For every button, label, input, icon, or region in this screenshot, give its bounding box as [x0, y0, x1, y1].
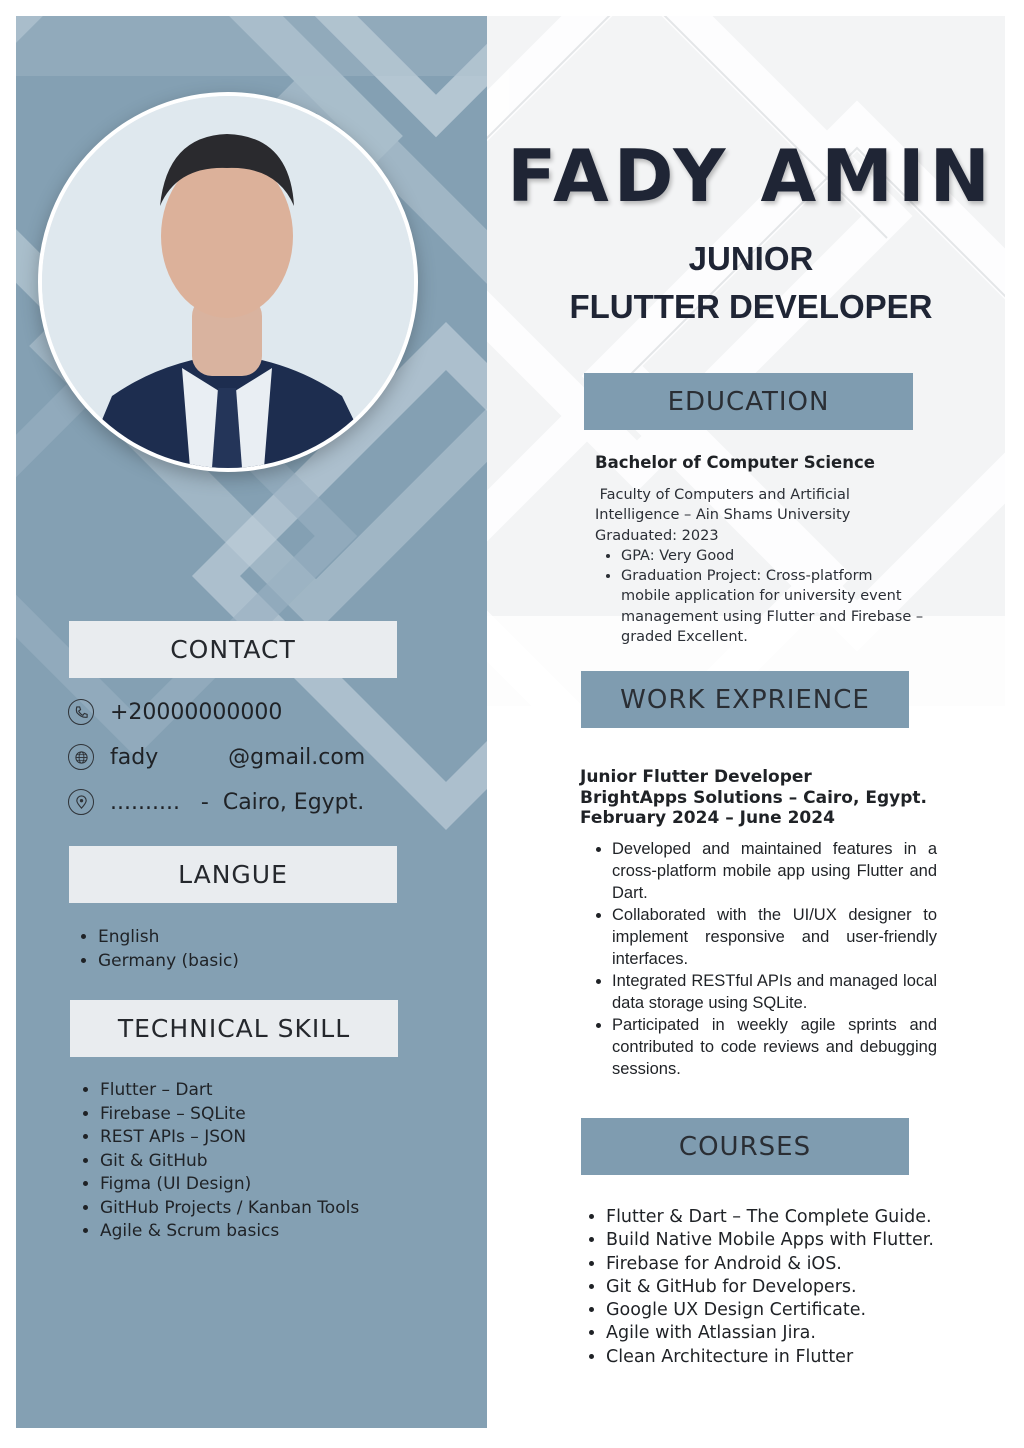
- education-heading: EDUCATION: [584, 373, 913, 430]
- list-item: • Figma (UI Design): [100, 1173, 359, 1197]
- list-item: • Graduation Project: Cross-platform mobile application for university event management using Flutter and Firebase – graded Excellent.: [621, 566, 925, 647]
- email-address[interactable]: fady @gmail.com: [110, 744, 366, 770]
- list-item: • English: [98, 926, 239, 950]
- courses-list: [582, 1206, 934, 1369]
- languages-list: [74, 926, 239, 973]
- list-item: • GPA: Very Good: [621, 546, 925, 566]
- contact-heading: CONTACT: [69, 621, 397, 678]
- address-text: .......... - Cairo, Egypt.: [110, 789, 365, 815]
- degree-title: Bachelor of Computer Science: [595, 453, 875, 472]
- list-item: • Clean Architecture in Flutter: [606, 1346, 934, 1369]
- person-avatar-icon: [42, 96, 414, 468]
- phone-icon: [68, 699, 94, 725]
- list-item: • REST APIs – JSON: [100, 1126, 359, 1150]
- list-item: • GitHub Projects / Kanban Tools: [100, 1197, 359, 1221]
- list-item: • Git & GitHub: [100, 1150, 359, 1174]
- role-line-2: FLUTTER DEVELOPER: [569, 288, 933, 325]
- list-item: • Firebase for Android & iOS.: [606, 1253, 934, 1276]
- role-line-1: JUNIOR: [688, 240, 814, 277]
- list-item: • Developed and maintained features in a cross-platform mobile app using Flutter and Dart.: [612, 838, 937, 904]
- company-name: BrightApps Solutions – Cairo, Egypt.: [580, 787, 927, 808]
- courses-heading: COURSES: [581, 1118, 909, 1175]
- work-experience-heading: WORK EXPRIENCE: [581, 671, 909, 728]
- job-period: February 2024 – June 2024: [580, 808, 835, 828]
- faculty-text: Faculty of Computers and Artificial Intelligence – Ain Shams University: [595, 487, 855, 524]
- profile-photo: [38, 92, 418, 472]
- globe-icon: [68, 744, 94, 770]
- list-item: • Flutter – Dart: [100, 1079, 359, 1103]
- list-item: • Germany (basic): [98, 950, 239, 974]
- skills-list: [76, 1079, 359, 1244]
- list-item: • Flutter & Dart – The Complete Guide.: [606, 1206, 934, 1229]
- contact-address: [68, 789, 364, 815]
- list-item: • Agile & Scrum basics: [100, 1220, 359, 1244]
- list-item: • Integrated RESTful APIs and managed local data storage using SQLite.: [612, 970, 937, 1014]
- job-header: [580, 767, 927, 829]
- phone-number[interactable]: +20000000000: [110, 699, 283, 725]
- location-pin-icon: [68, 789, 94, 815]
- list-item: • Git & GitHub for Developers.: [606, 1276, 934, 1299]
- list-item: • Collaborated with the UI/UX designer to implement responsive and user-friendly interfaces.: [612, 904, 937, 970]
- contact-phone[interactable]: [68, 699, 282, 725]
- list-item: • Firebase – SQLite: [100, 1103, 359, 1127]
- list-item: • Participated in weekly agile sprints and contributed to code reviews and debugging sessions.: [612, 1014, 937, 1080]
- list-item: • Build Native Mobile Apps with Flutter.: [606, 1229, 934, 1252]
- contact-email[interactable]: [68, 744, 365, 770]
- graduated-text: Graduated: 2023: [595, 527, 719, 544]
- list-item: • Google UX Design Certificate.: [606, 1299, 934, 1322]
- left-sidebar: [16, 16, 487, 1428]
- languages-heading: LANGUE: [69, 846, 397, 903]
- candidate-name: FADY AMIN: [507, 134, 995, 218]
- job-title: Junior Flutter Developer: [580, 767, 812, 787]
- technical-skills-heading: TECHNICAL SKILL: [70, 1000, 398, 1057]
- work-responsibilities-list: [588, 838, 937, 1080]
- list-item: • Agile with Atlassian Jira.: [606, 1322, 934, 1345]
- education-details: [595, 485, 925, 647]
